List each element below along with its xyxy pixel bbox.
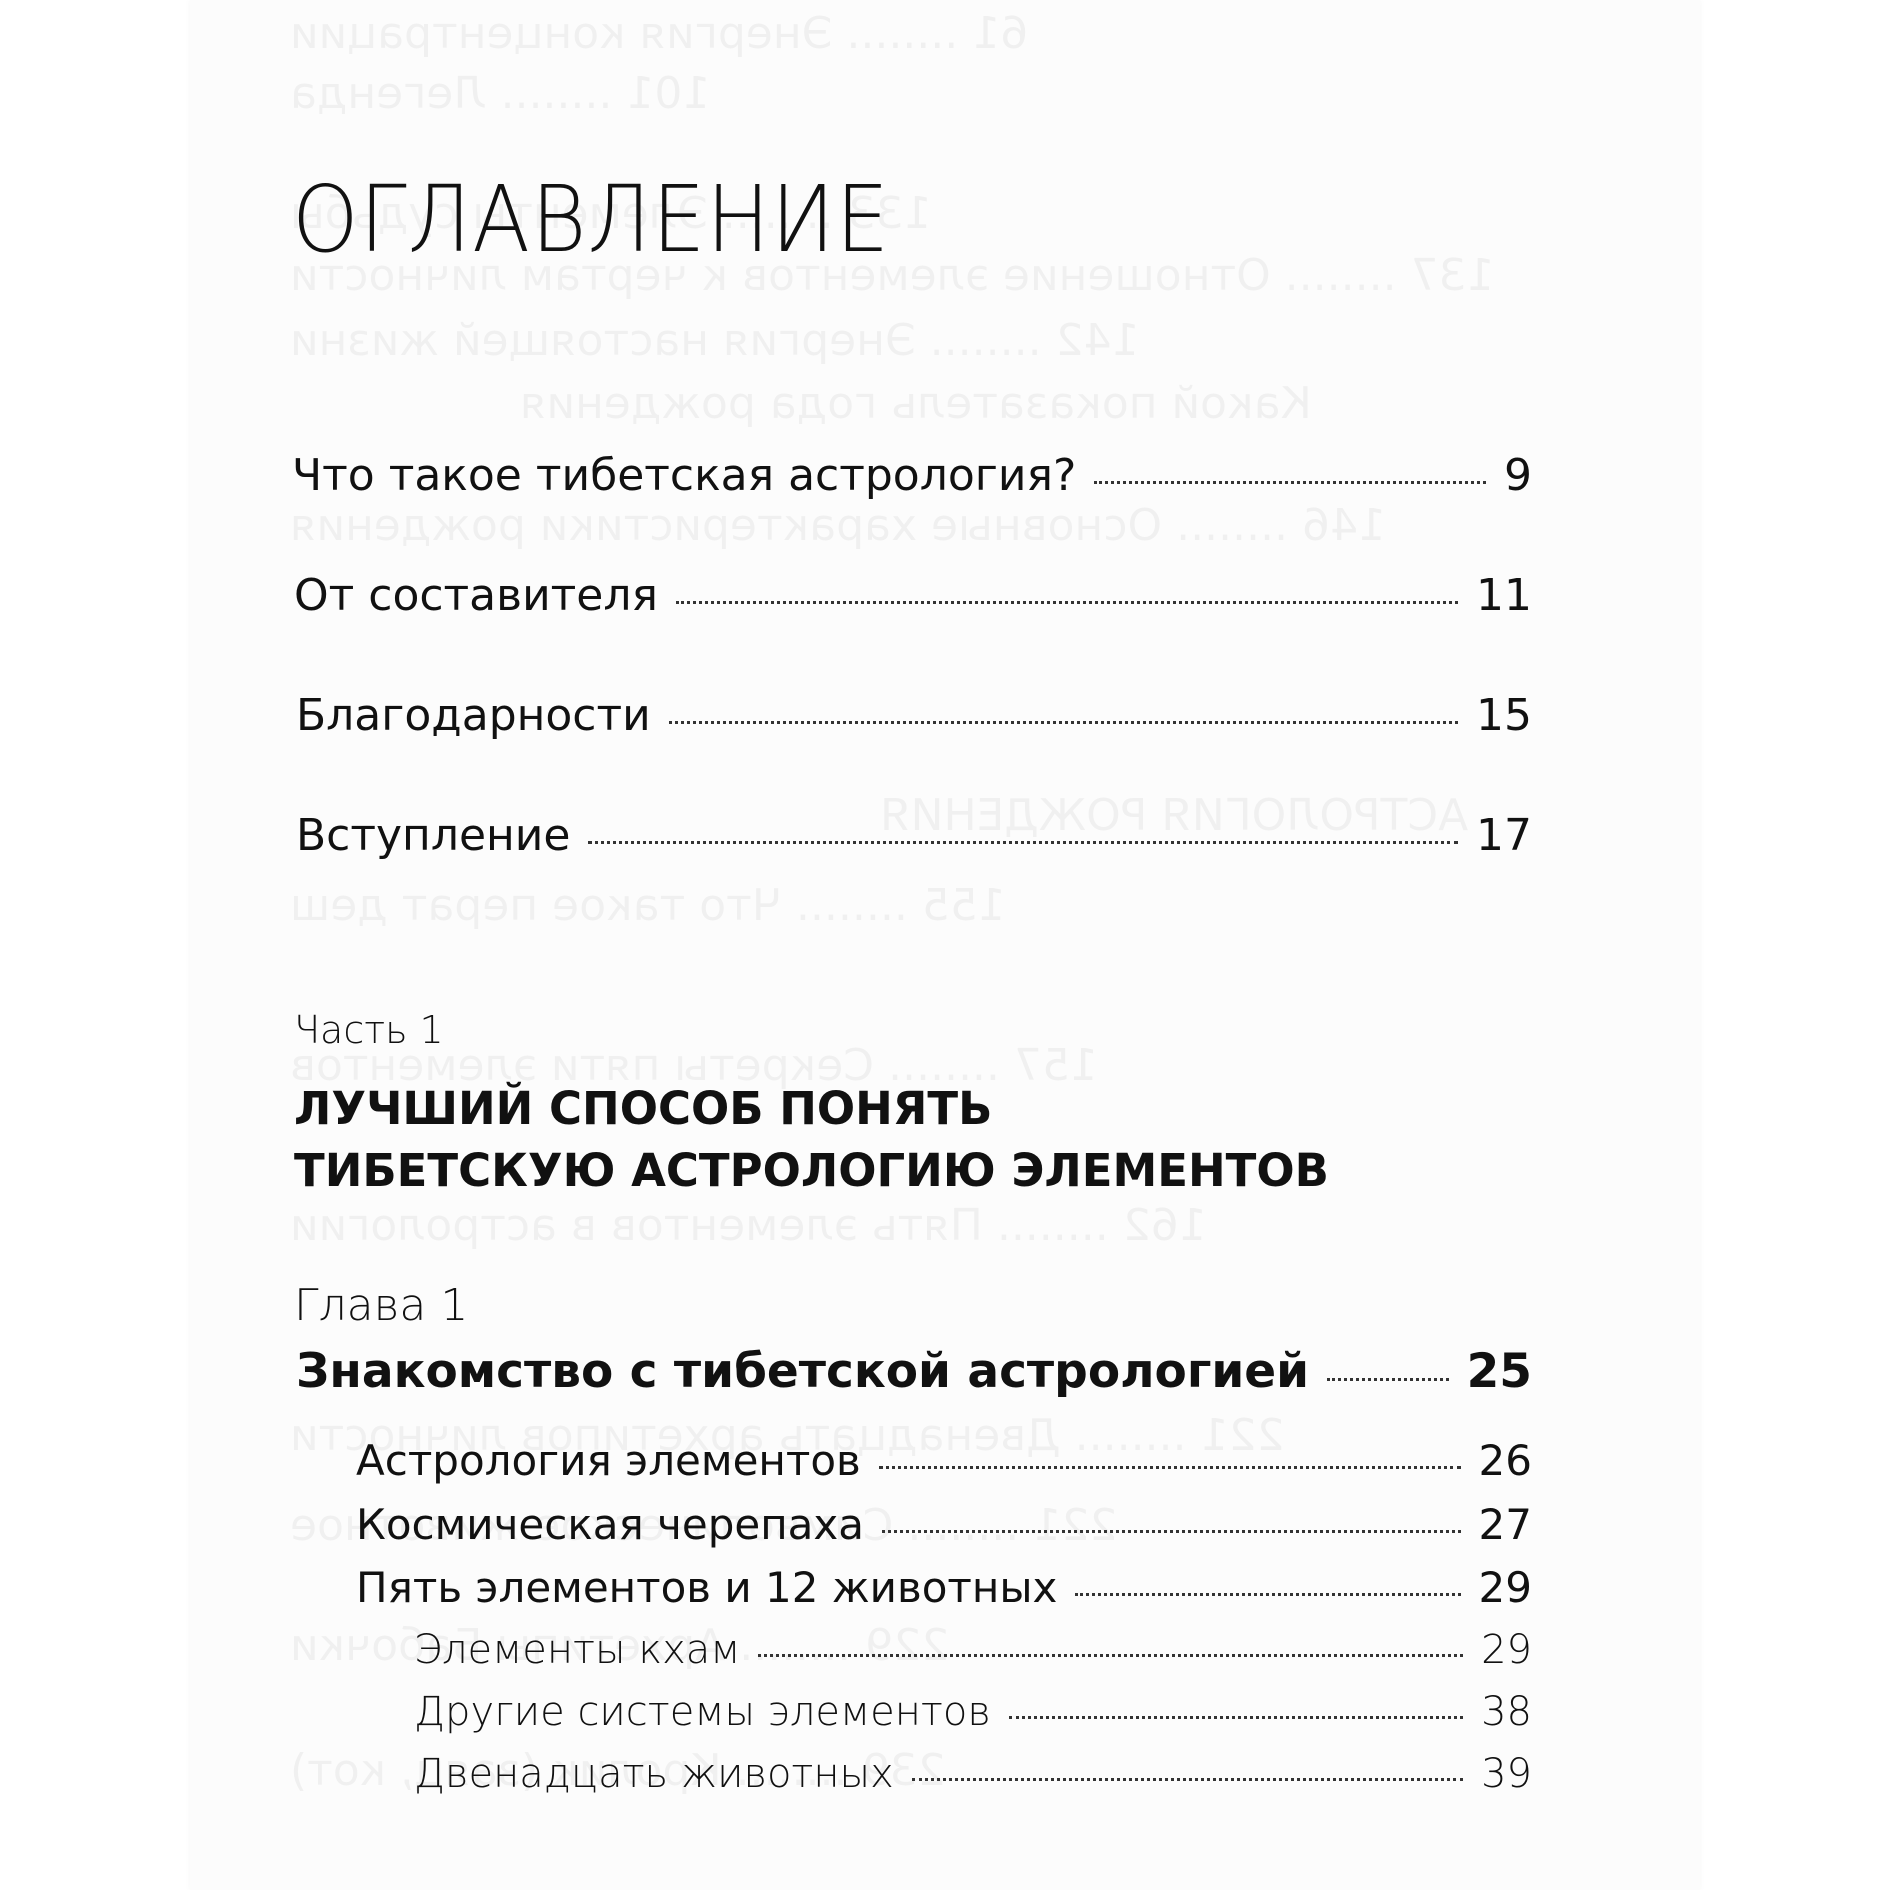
toc-page-number: 29 [1481,1627,1532,1673]
dot-leader [1327,1378,1448,1381]
toc-entry-title: Космическая черепаха [356,1500,864,1549]
dot-leader [676,601,1458,604]
part-title-line: ТИБЕТСКУЮ АСТРОЛОГИЮ ЭЛЕМЕНТОВ [294,1144,1329,1197]
dot-leader [1009,1716,1463,1719]
toc-subsection-entry[interactable] [414,1751,1532,1797]
show-through-decoration [290,8,1028,59]
toc-entry-title: Астрология элементов [356,1436,861,1485]
part-title [294,1078,1329,1202]
dot-leader [879,1466,1461,1469]
toc-page-number: 27 [1478,1500,1532,1549]
dot-leader [1094,481,1486,484]
dot-leader [758,1654,1463,1657]
toc-page-number: 25 [1466,1344,1532,1399]
dot-leader [1075,1593,1460,1596]
dot-leader [588,841,1458,844]
dot-leader [912,1778,1463,1781]
toc-page-number: 38 [1481,1689,1532,1735]
toc-page-number: 15 [1476,690,1532,741]
toc-entry-title: Двенадцать животных [414,1751,894,1797]
toc-entry-title: Другие системы элементов [414,1689,991,1735]
chapter-title: Знакомство с тибетской астрологией [296,1344,1310,1399]
toc-page-number: 9 [1504,450,1532,501]
toc-entry-title: Благодарности [296,690,651,741]
toc-entry-title: От составителя [294,570,658,621]
toc-section-entry[interactable] [356,1563,1532,1612]
toc-entry-title: Вступление [296,810,571,861]
show-through-decoration [520,378,1312,429]
toc-page-number: 11 [1476,570,1532,621]
toc-entry[interactable] [296,690,1532,741]
toc-subsection-entry[interactable] [414,1689,1532,1735]
toc-page-number: 29 [1478,1563,1532,1612]
dot-leader [669,721,1458,724]
dot-leader [882,1530,1461,1533]
toc-entry[interactable] [296,810,1532,861]
toc-entry-title: Пять элементов и 12 животных [356,1563,1058,1612]
toc-entry[interactable] [292,450,1532,501]
toc-section-entry[interactable] [356,1436,1532,1485]
show-through-decoration [290,1200,1207,1251]
toc-section-entry[interactable] [356,1500,1532,1549]
part-title-line: ЛУЧШИЙ СПОСОБ ПОНЯТЬ [294,1082,993,1135]
page-title: ОГЛАВЛЕНИЕ [292,165,891,273]
toc-entry-title: Элементы кхам [414,1627,741,1673]
toc-entry[interactable] [294,570,1532,621]
chapter-label: Глава 1 [294,1280,469,1331]
show-through-decoration [290,315,1140,366]
show-through-decoration [290,500,1386,551]
toc-chapter-entry[interactable] [296,1344,1532,1399]
toc-page-number: 26 [1478,1436,1532,1485]
toc-page-number: 17 [1476,810,1532,861]
toc-entry-title: Что такое тибетская астрология? [292,450,1077,501]
toc-page-number: 39 [1481,1751,1532,1797]
toc-subsection-entry[interactable] [414,1627,1532,1673]
show-through-decoration [290,880,1006,931]
part-label: Часть 1 [294,1008,444,1052]
show-through-decoration [290,68,710,119]
